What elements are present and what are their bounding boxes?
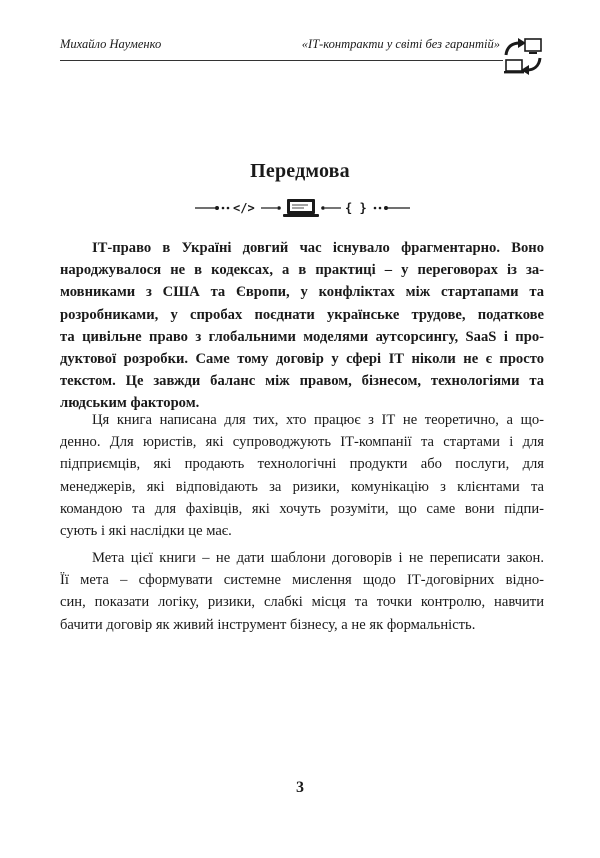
- divider-left-line: [261, 206, 281, 210]
- paragraph-line: народжувалося не в кодексах, а в практиці – у переговорах із за-: [60, 262, 544, 279]
- laptop-icon: [283, 199, 319, 217]
- paragraph-line: Її мета – сформувати системне мислення щодо ІТ-договірних відно-: [60, 572, 544, 589]
- running-header: [60, 37, 500, 52]
- paragraph-line: ІТ-право в Україні довгий час існувало фрагментарно. Воно: [92, 240, 544, 256]
- paragraph-line: денно. Для юристів, які супроводжують ІТ-компанії та стартами і для: [60, 434, 544, 451]
- paragraph-line: командою та для фахівців, які хочуть розуміти, що саме вони підпи-: [60, 500, 544, 517]
- paragraph-intro: [60, 237, 544, 415]
- paragraph-line: підприємців, які продають технологічні продукти або послуги, для: [60, 456, 544, 473]
- header-rule: [60, 60, 503, 61]
- divider-left-dots: [195, 206, 229, 210]
- paragraph-line: людським фактором.: [60, 395, 200, 412]
- divider-code-symbol: </>: [233, 201, 255, 215]
- devices-transfer-icon: [503, 36, 543, 78]
- header-author: Михайло Науменко: [60, 37, 162, 51]
- paragraph-line: дуктової розробки. Саме тому договір у сфері ІТ ніколи не є просто: [60, 351, 544, 368]
- paragraph-line: та цивільне право з глобальними моделями аутсорсингу, SaaS і про-: [60, 328, 544, 345]
- section-title: Передмова: [250, 160, 350, 182]
- paragraph-line: Мета цієї книги – не дати шаблони договорів і не переписати закон.: [92, 550, 544, 566]
- paragraph-line: менеджерів, які відповідають за ризики, комунікацію з клієнтами та: [60, 478, 544, 495]
- paragraph-line: мовниками з США та Європи, у конфліктах між стартапами та: [60, 284, 544, 301]
- paragraph-line: сують і які наслідки це має.: [60, 523, 232, 540]
- divider-right-dots: [374, 206, 410, 210]
- page-number: 3: [296, 779, 304, 796]
- paragraph-line: розробниками, у спробах поєднати українське трудове, податкове: [60, 306, 544, 323]
- paragraph-purpose: [60, 547, 544, 636]
- paragraph-line: син, показати логіку, ризики, слабкі місця та точки контролю, навчити: [60, 594, 544, 611]
- header-book-title: «ІТ-контракти у світі без гарантій»: [301, 37, 500, 51]
- paragraph-line: Ця книга написана для тих, хто працює з ІТ не теоретично, а що-: [92, 412, 544, 428]
- divider-right-line: [321, 206, 341, 210]
- divider-braces-symbol: { }: [345, 201, 367, 215]
- paragraph-audience: [60, 409, 544, 542]
- paragraph-line: текстом. Це завжди баланс між правом, бізнесом, технологіями та: [60, 373, 544, 390]
- paragraph-line: бачити договір як живий інструмент бізнесу, а не як формальність.: [60, 616, 476, 633]
- ornamental-divider: [195, 198, 415, 218]
